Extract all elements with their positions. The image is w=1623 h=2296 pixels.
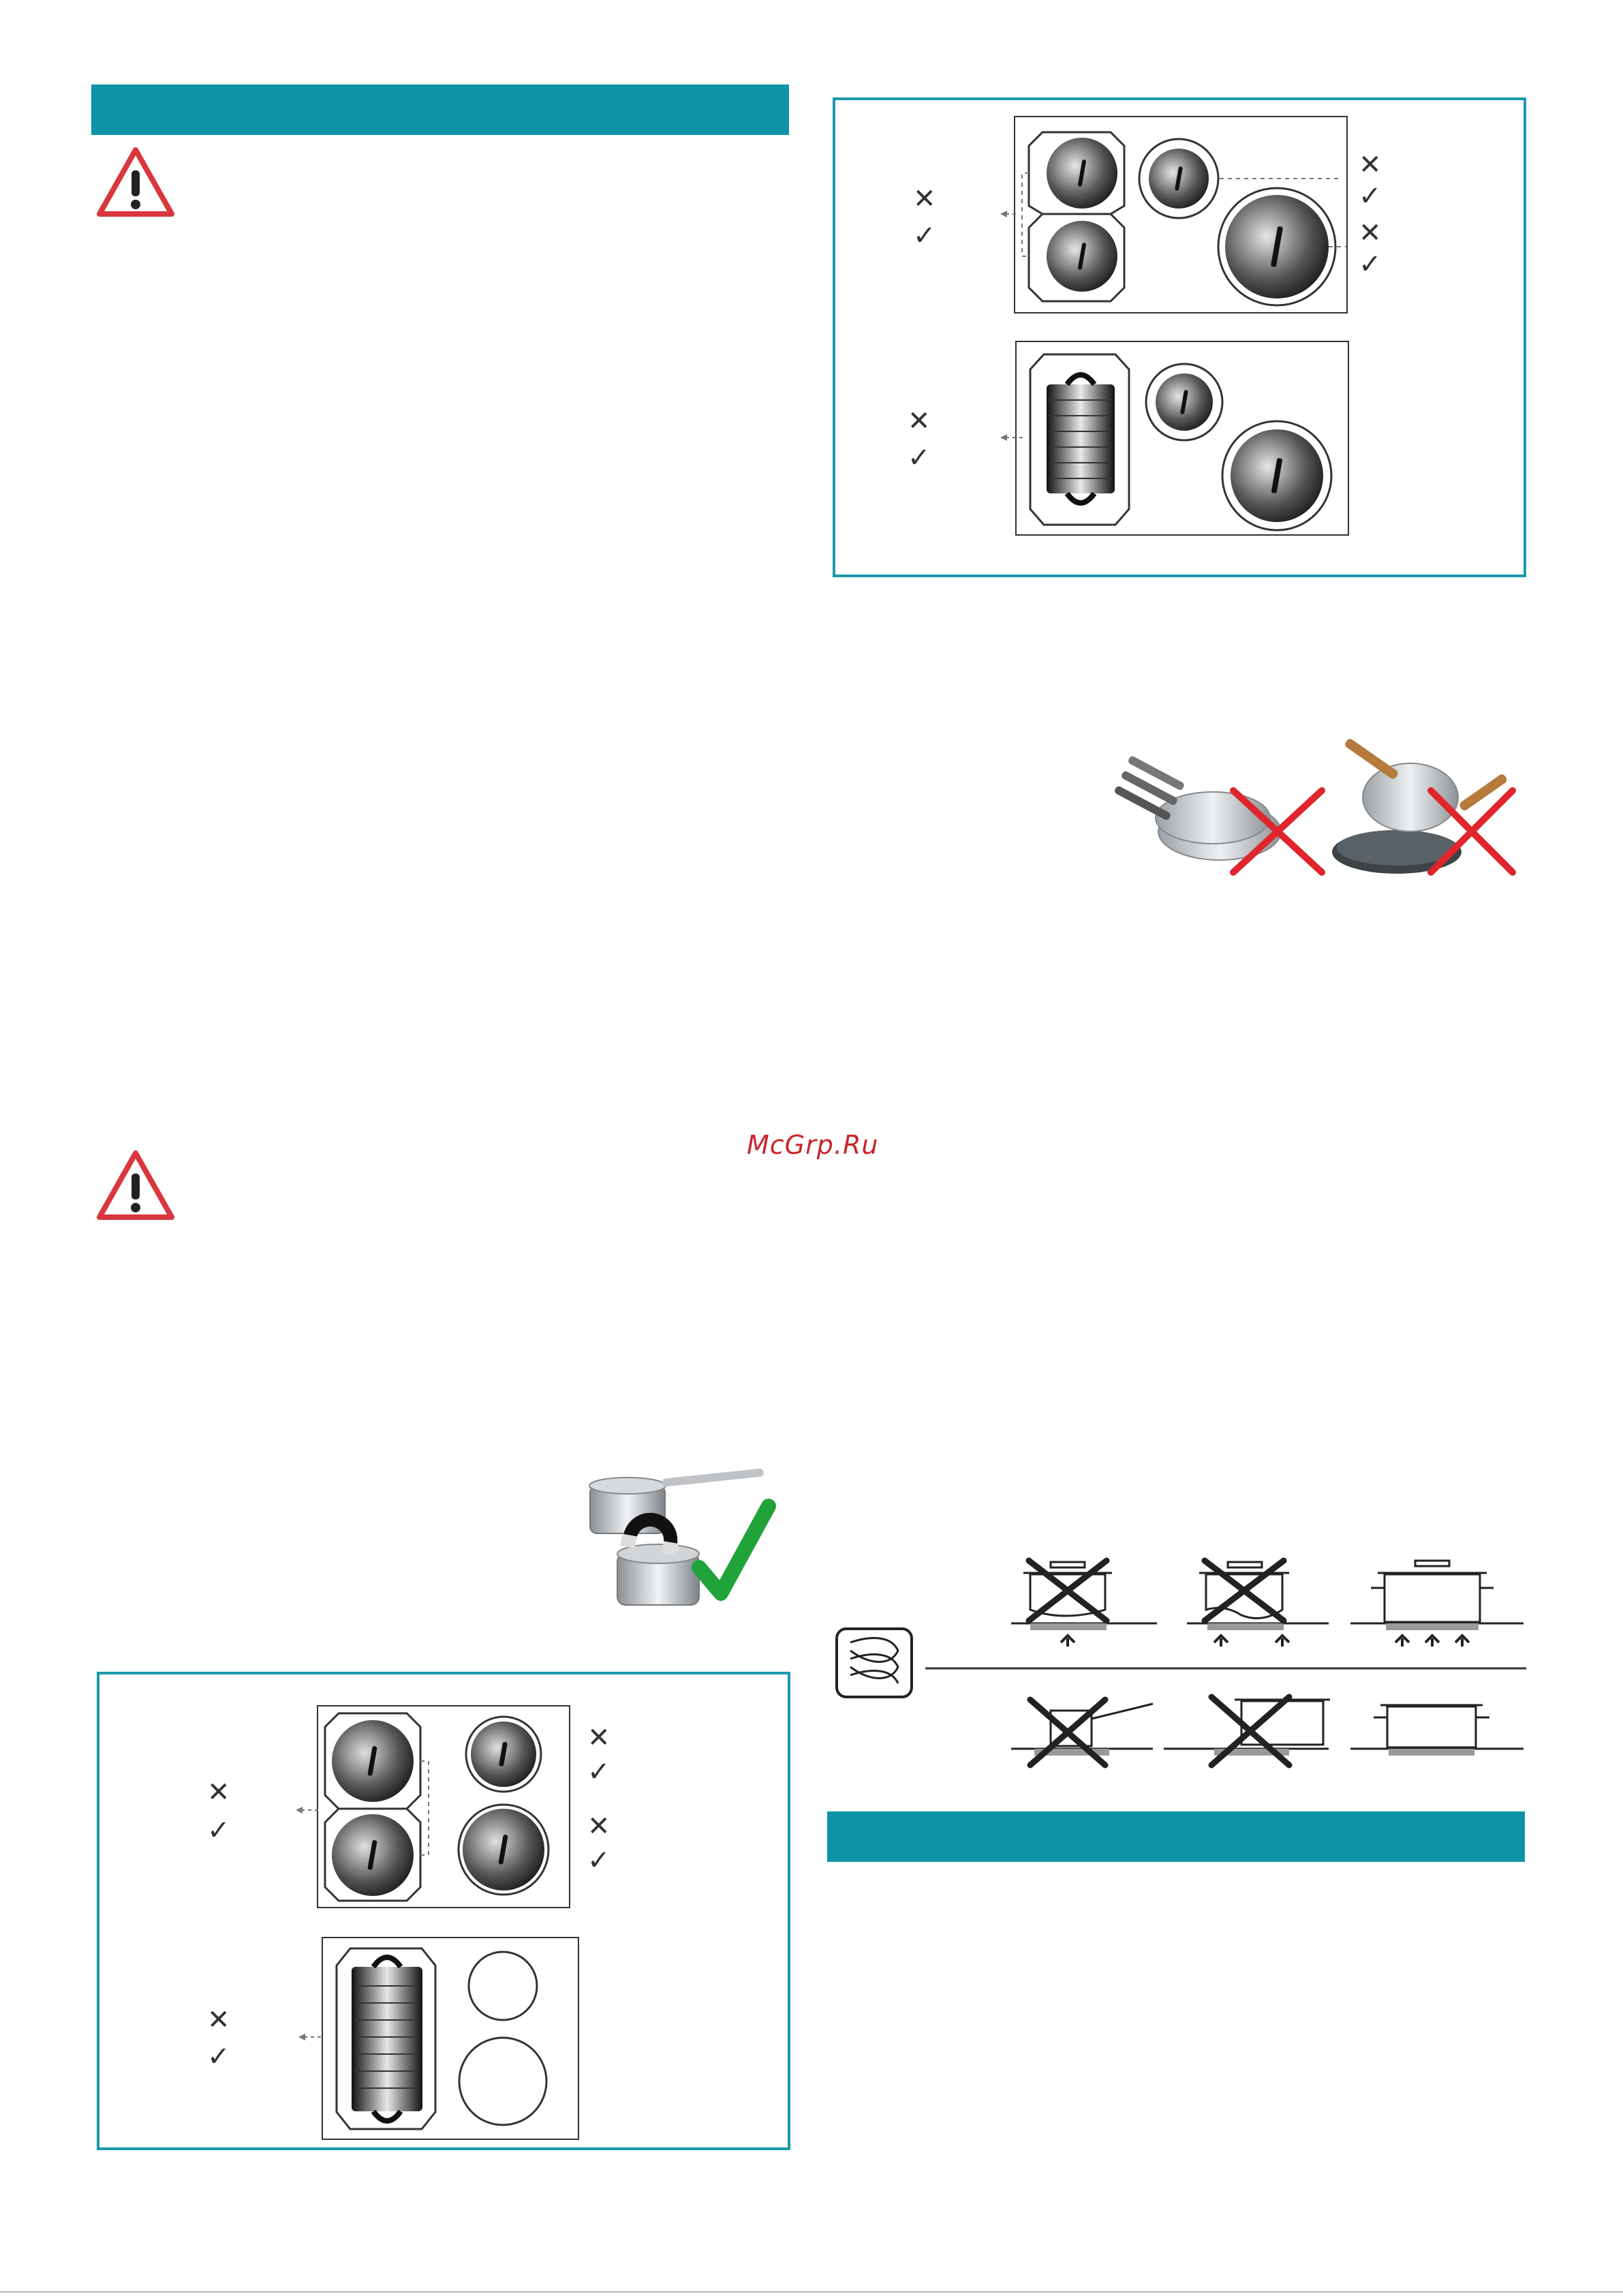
check-mark: ✓ bbox=[908, 442, 931, 474]
cross-mark: ✕ bbox=[913, 183, 936, 215]
cross-mark: ✕ bbox=[1359, 217, 1382, 249]
hob-grill-three-zone bbox=[1015, 341, 1349, 536]
induction-coil-icon bbox=[837, 1629, 912, 1697]
check-mark: ✓ bbox=[207, 2041, 230, 2072]
check-mark: ✓ bbox=[913, 220, 936, 251]
check-mark: ✓ bbox=[587, 1845, 610, 1876]
check-mark: ✓ bbox=[587, 1756, 610, 1788]
page-footer-line bbox=[0, 2291, 1623, 2293]
section-header-bar-left bbox=[91, 85, 789, 135]
cross-mark: ✕ bbox=[587, 1722, 610, 1754]
dashed-arrow bbox=[999, 433, 1026, 442]
dashed-arrow bbox=[999, 210, 1019, 218]
watermark: McGrp.Ru bbox=[747, 1130, 879, 1160]
check-mark: ✓ bbox=[1359, 181, 1382, 212]
check-mark: ✓ bbox=[207, 1815, 230, 1846]
dashed-arrow bbox=[294, 1806, 322, 1814]
dashed-arrow bbox=[297, 2033, 324, 2041]
cross-mark: ✕ bbox=[587, 1811, 610, 1842]
hob-grill-two-zone bbox=[322, 1937, 579, 2140]
hob-three-zone bbox=[1014, 116, 1348, 313]
pan-base-diagram bbox=[833, 1533, 1528, 1779]
check-mark: ✓ bbox=[1359, 249, 1382, 280]
section-header-bar-right bbox=[827, 1811, 1525, 1862]
cross-mark: ✕ bbox=[1359, 149, 1382, 181]
warning-triangle-icon bbox=[97, 1150, 174, 1220]
cross-mark: ✕ bbox=[908, 405, 931, 437]
magnet-pan-photo bbox=[576, 1458, 781, 1615]
cross-mark: ✕ bbox=[207, 1777, 230, 1808]
bad-pans-photo bbox=[1117, 722, 1519, 886]
hob-four-zone bbox=[317, 1705, 570, 1908]
warning-triangle-icon bbox=[97, 147, 174, 217]
cross-mark: ✕ bbox=[207, 2004, 230, 2036]
